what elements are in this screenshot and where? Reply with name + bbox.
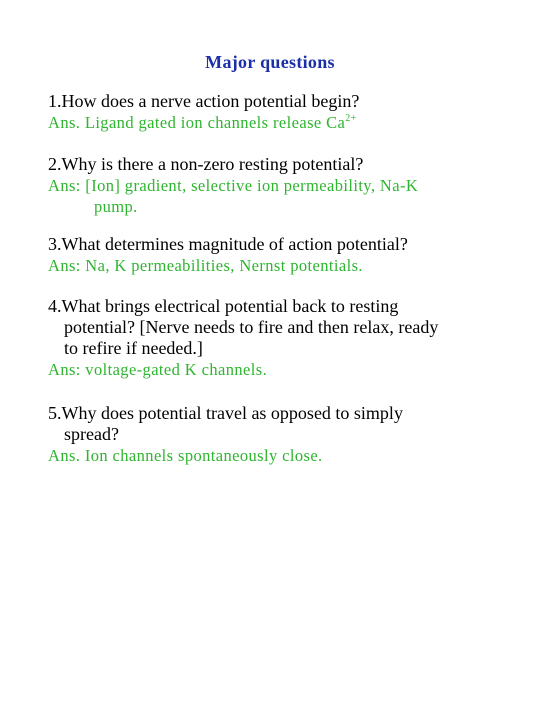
- question-block-4: [48, 296, 518, 380]
- question-text: 5.Why does potential travel as opposed to simply spread?: [48, 403, 403, 444]
- answer-text: Ans. Ion channels spontaneously close.: [48, 446, 323, 465]
- answer-text: Ans: [Ion] gradient, selective ion permeability, Na-K pump.: [48, 176, 419, 216]
- question-text: 4.What brings electrical potential back to resting potential? [Nerve needs to fire and then relax, ready to refire if needed.]: [48, 296, 439, 358]
- answer-text: Ans: Na, K permeabilities, Nernst potentials.: [48, 256, 363, 275]
- question-block-5: [48, 403, 518, 466]
- question-text: 1.How does a nerve action potential begin?: [48, 91, 360, 111]
- question-text: 3.What determines magnitude of action potential?: [48, 234, 408, 254]
- answer-text: Ans: voltage-gated K channels.: [48, 360, 268, 379]
- superscript-charge: 2+: [345, 113, 357, 124]
- page-title: Major questions: [205, 52, 335, 72]
- question-block-1: [48, 91, 518, 133]
- answer-text: Ans. Ligand gated ion channels release $Ca^{2+}$: [48, 113, 357, 132]
- question-block-3: [48, 234, 518, 276]
- question-block-2: [48, 154, 518, 217]
- question-text: 2.Why is there a non-zero resting potential?: [48, 154, 364, 174]
